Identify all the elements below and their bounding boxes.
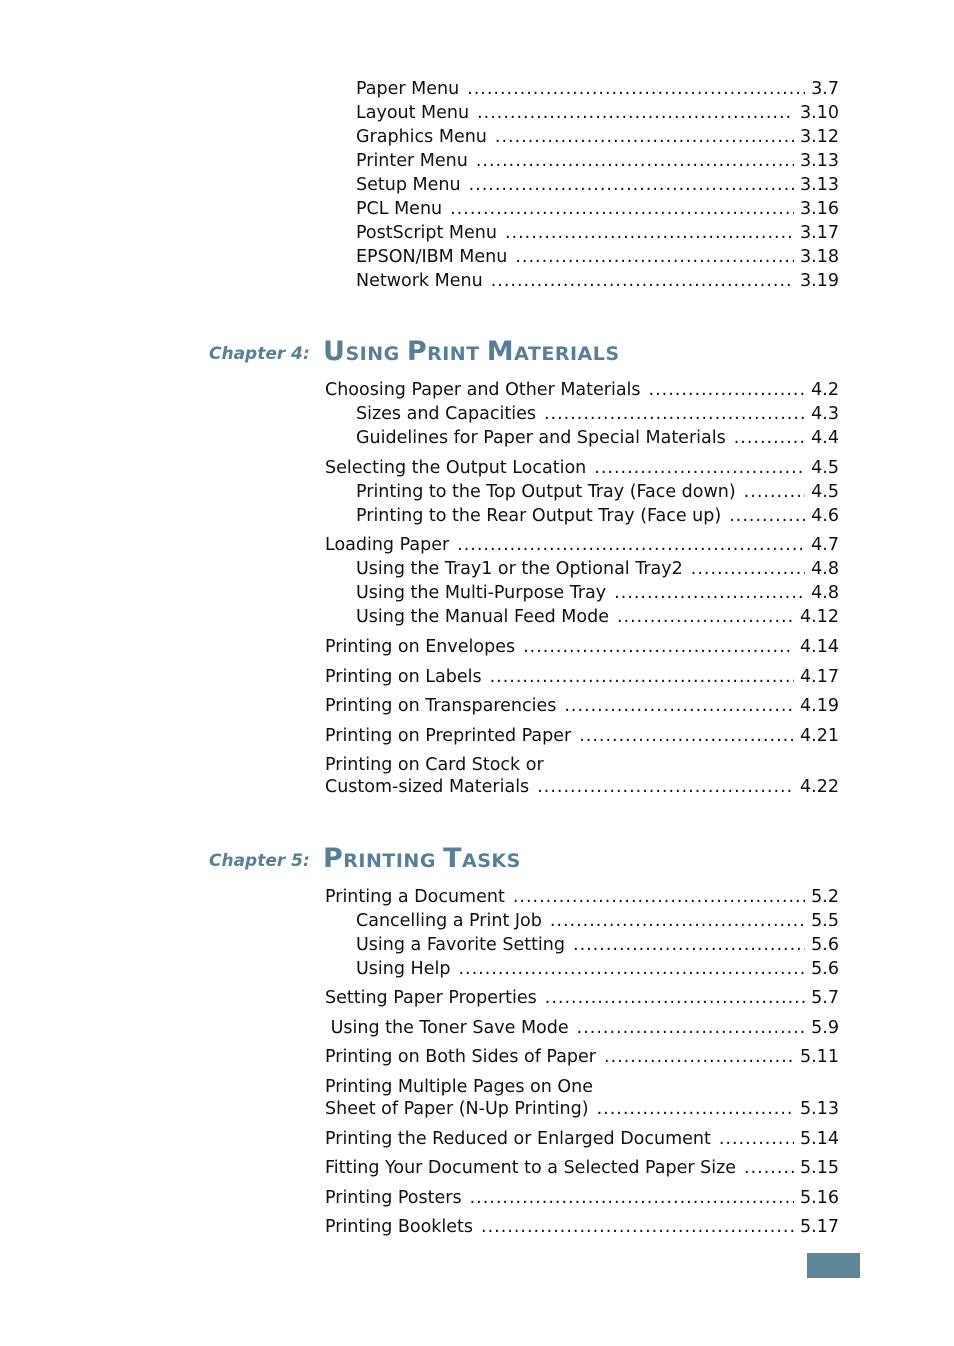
toc-entry[interactable] xyxy=(325,636,839,658)
toc-entry-title-line1: Printing Multiple Pages on One xyxy=(325,1077,593,1097)
toc-entry-title: Printing a Document xyxy=(325,887,505,907)
leader-dots xyxy=(597,1098,794,1120)
toc-entry-title: Setting Paper Properties xyxy=(325,988,537,1008)
toc-entry-title: Sheet of Paper (N-Up Printing) xyxy=(325,1099,589,1119)
leader-dots xyxy=(744,481,805,503)
chapter-label: Chapter 4: xyxy=(209,344,310,364)
leader-dots xyxy=(744,1157,794,1179)
leader-dots xyxy=(579,725,794,747)
toc-entry-title: Fitting Your Document to a Selected Paper Size xyxy=(325,1158,737,1178)
toc-entry-title: Choosing Paper and Other Materials xyxy=(325,380,641,400)
toc-entry-title: Using the Manual Feed Mode xyxy=(356,607,609,627)
toc-entry-page: 5.5 xyxy=(811,911,839,931)
toc-entry-title: EPSON/IBM Menu xyxy=(356,247,508,267)
leader-dots xyxy=(617,606,794,628)
toc-entry-page: 5.15 xyxy=(800,1158,839,1178)
toc-entry-page: 4.14 xyxy=(800,637,839,657)
title-rest: ASKS xyxy=(461,850,521,872)
toc-entry-page: 3.7 xyxy=(811,79,839,99)
leader-dots xyxy=(450,198,794,220)
toc-entry[interactable] xyxy=(356,934,839,956)
leader-dots xyxy=(544,403,805,425)
toc-entry-title: Setup Menu xyxy=(356,175,461,195)
toc-entry-page: 5.13 xyxy=(800,1099,839,1119)
leader-dots xyxy=(491,270,794,292)
toc-entry-page: 3.10 xyxy=(800,103,839,123)
title-rest: RINT xyxy=(427,343,480,365)
leader-dots xyxy=(515,246,794,268)
toc-entry[interactable] xyxy=(325,534,839,556)
toc-entry-title: Printing on Labels xyxy=(325,667,482,687)
toc-entry[interactable] xyxy=(325,457,839,479)
toc-entry-title: Printing on Transparencies xyxy=(325,696,557,716)
toc-entry-page: 3.13 xyxy=(800,175,839,195)
toc-entry[interactable] xyxy=(356,198,839,220)
toc-entry[interactable] xyxy=(325,776,839,798)
toc-entry-page: 5.17 xyxy=(800,1217,839,1237)
toc-entry-page: 4.17 xyxy=(800,667,839,687)
toc-entry-title: PCL Menu xyxy=(356,199,443,219)
toc-entry[interactable] xyxy=(325,1098,839,1120)
leader-dots xyxy=(564,695,794,717)
toc-entry-page: 4.5 xyxy=(811,482,839,502)
toc-entry[interactable] xyxy=(356,558,839,580)
toc-entry[interactable] xyxy=(356,102,839,124)
toc-entry-page: 5.6 xyxy=(811,959,839,979)
toc-entry[interactable] xyxy=(325,1128,839,1150)
toc-entry-title: Selecting the Output Location xyxy=(325,458,587,478)
toc-entry-page: 4.7 xyxy=(811,535,839,555)
toc-entry-page: 3.17 xyxy=(800,223,839,243)
toc-entry[interactable] xyxy=(356,505,839,527)
toc-entry-title: Printing to the Top Output Tray (Face down) xyxy=(356,482,736,502)
toc-entry-page: 4.12 xyxy=(800,607,839,627)
title-capital: U xyxy=(323,336,346,367)
toc-entry-page: 3.18 xyxy=(800,247,839,267)
toc-entry-title: Using Help xyxy=(356,959,451,979)
toc-entry-title: Printing the Reduced or Enlarged Document xyxy=(325,1129,711,1149)
toc-entry-title: Printing on Both Sides of Paper xyxy=(325,1047,596,1067)
toc-entry-page: 5.2 xyxy=(811,887,839,907)
toc-entry[interactable] xyxy=(325,1216,839,1238)
toc-entry-title: Paper Menu xyxy=(356,79,460,99)
toc-entry-title: Cancelling a Print Job xyxy=(356,911,542,931)
leader-dots xyxy=(719,1128,794,1150)
toc-entry-page: 3.12 xyxy=(800,127,839,147)
toc-entry[interactable] xyxy=(356,126,839,148)
leader-dots xyxy=(505,222,794,244)
leader-dots xyxy=(594,457,805,479)
toc-entry-title: Sizes and Capacities xyxy=(356,404,536,424)
title-capital: P xyxy=(323,843,344,874)
toc-entry[interactable] xyxy=(356,582,839,604)
toc-entry-title: Printing Posters xyxy=(325,1188,462,1208)
leader-dots xyxy=(573,934,805,956)
toc-entry-title: Printing on Preprinted Paper xyxy=(325,726,572,746)
leader-dots xyxy=(513,886,805,908)
toc-entry-page: 5.7 xyxy=(811,988,839,1008)
toc-entry[interactable] xyxy=(325,379,839,401)
leader-dots xyxy=(604,1046,794,1068)
leader-dots xyxy=(550,910,805,932)
toc-entry[interactable] xyxy=(356,246,839,268)
toc-entry-page: 3.16 xyxy=(800,199,839,219)
leader-dots xyxy=(614,582,805,604)
toc-entry[interactable] xyxy=(325,1157,839,1179)
toc-entry-title: Printing to the Rear Output Tray (Face up) xyxy=(356,506,722,526)
toc-entry[interactable] xyxy=(356,270,839,292)
leader-dots xyxy=(537,776,794,798)
title-capital: M xyxy=(486,336,515,367)
toc-entry[interactable] xyxy=(356,78,839,100)
toc-entry[interactable] xyxy=(325,1187,839,1209)
toc-entry-title: Layout Menu xyxy=(356,103,470,123)
toc-entry-page: 4.3 xyxy=(811,404,839,424)
leader-dots xyxy=(476,150,794,172)
toc-entry-title: Custom-sized Materials xyxy=(325,777,530,797)
leader-dots xyxy=(458,958,805,980)
leader-dots xyxy=(481,1216,794,1238)
leader-dots xyxy=(523,636,794,658)
toc-entry-page: 4.6 xyxy=(811,506,839,526)
leader-dots xyxy=(577,1017,806,1039)
toc-entry-page: 4.8 xyxy=(811,559,839,579)
toc-entry-title: Graphics Menu xyxy=(356,127,487,147)
toc-entry-title-line1: Printing on Card Stock or xyxy=(325,755,544,775)
toc-entry[interactable] xyxy=(356,403,839,425)
leader-dots xyxy=(470,1187,794,1209)
leader-dots xyxy=(734,427,805,449)
leader-dots xyxy=(457,534,805,556)
toc-entry-title: Guidelines for Paper and Special Materials xyxy=(356,428,726,448)
toc-entry-page: 5.11 xyxy=(800,1047,839,1067)
toc-entry-title: Using a Favorite Setting xyxy=(356,935,565,955)
toc-entry[interactable] xyxy=(356,150,839,172)
toc-entry[interactable] xyxy=(325,1017,839,1039)
toc-entry-page: 4.22 xyxy=(800,777,839,797)
toc-entry[interactable] xyxy=(356,958,839,980)
toc-entry-title: PostScript Menu xyxy=(356,223,497,243)
toc-entry-page: 4.5 xyxy=(811,458,839,478)
toc-entry-page: 4.19 xyxy=(800,696,839,716)
toc-entry[interactable] xyxy=(356,606,839,628)
leader-dots xyxy=(691,558,805,580)
toc-entry-page: 3.13 xyxy=(800,151,839,171)
leader-dots xyxy=(495,126,794,148)
leader-dots xyxy=(469,174,794,196)
toc-entry-page: 4.4 xyxy=(811,428,839,448)
leader-dots xyxy=(477,102,794,124)
chapter-label: Chapter 5: xyxy=(209,851,310,871)
toc-entry[interactable] xyxy=(356,222,839,244)
toc-entry-title: Using the Multi-Purpose Tray xyxy=(356,583,607,603)
toc-entry[interactable] xyxy=(356,174,839,196)
toc-entry-page: 5.16 xyxy=(800,1188,839,1208)
toc-entry[interactable] xyxy=(325,666,839,688)
page-tab-marker xyxy=(807,1253,860,1278)
leader-dots xyxy=(649,379,806,401)
toc-entry[interactable] xyxy=(325,1046,839,1068)
leader-dots xyxy=(545,987,805,1009)
toc-entry[interactable] xyxy=(356,910,839,932)
toc-entry-title: Loading Paper xyxy=(325,535,450,555)
toc-entry[interactable] xyxy=(356,481,839,503)
title-capital: P xyxy=(406,336,428,367)
toc-entry-title: Using the Toner Save Mode xyxy=(325,1018,569,1038)
toc-entry-page: 5.6 xyxy=(811,935,839,955)
title-rest: SING xyxy=(345,343,400,365)
toc-entry[interactable] xyxy=(356,427,839,449)
leader-dots xyxy=(467,78,805,100)
toc-entry-title: Using the Tray1 or the Optional Tray2 xyxy=(356,559,683,579)
toc-entry[interactable] xyxy=(325,725,839,747)
toc-entry-title: Network Menu xyxy=(356,271,483,291)
chapter-title xyxy=(323,843,521,874)
toc-entry-page: 3.19 xyxy=(800,271,839,291)
toc-entry-page: 5.9 xyxy=(811,1018,839,1038)
toc-entry-page: 5.14 xyxy=(800,1129,839,1149)
toc-entry-page: 4.8 xyxy=(811,583,839,603)
title-rest: ATERIALS xyxy=(514,343,620,365)
title-rest: RINTING xyxy=(343,850,436,872)
toc-entry-title: Printing on Envelopes xyxy=(325,637,516,657)
toc-entry[interactable] xyxy=(325,987,839,1009)
toc-entry-page: 4.2 xyxy=(811,380,839,400)
toc-entry-page: 4.21 xyxy=(800,726,839,746)
toc-entry-title: Printing Booklets xyxy=(325,1217,474,1237)
leader-dots xyxy=(729,505,805,527)
title-capital: T xyxy=(443,843,462,874)
toc-entry-title: Printer Menu xyxy=(356,151,468,171)
chapter-title xyxy=(323,336,620,367)
toc-entry[interactable] xyxy=(325,695,839,717)
leader-dots xyxy=(490,666,794,688)
toc-entry[interactable] xyxy=(325,886,839,908)
